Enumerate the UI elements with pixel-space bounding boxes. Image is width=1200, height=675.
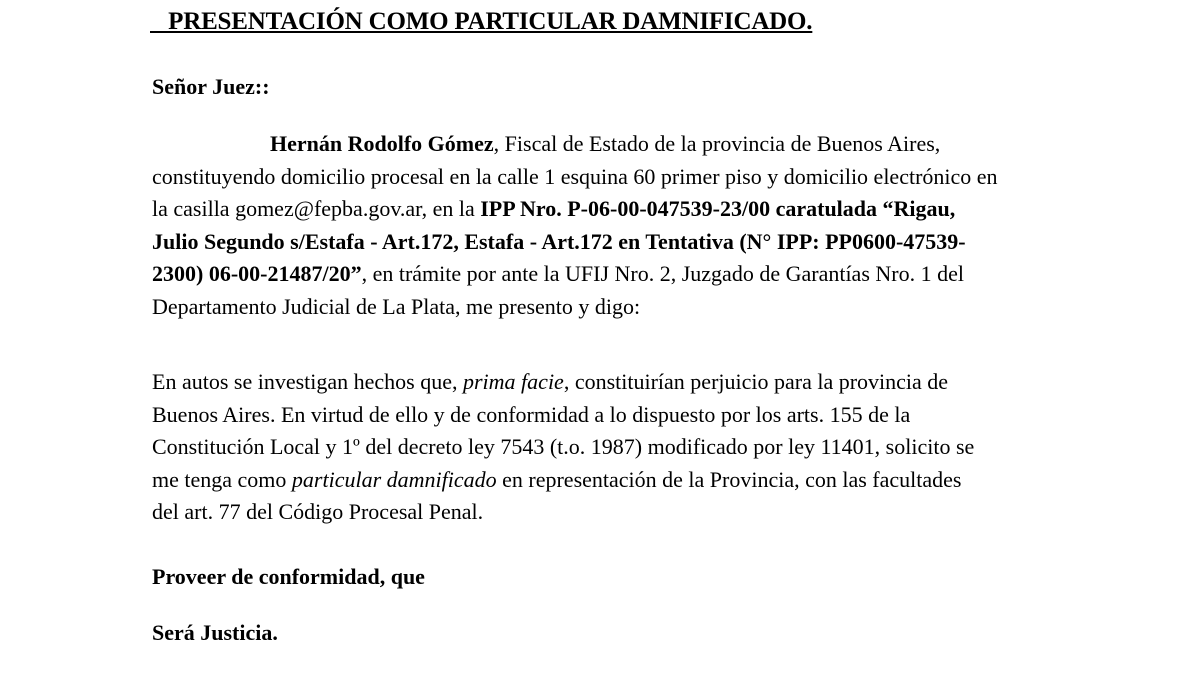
- legal-term: particular damnificado: [291, 466, 497, 492]
- case-reference: Julio Segundo s/Estafa - Art.172, Estafa - Art.172 en Tentativa (N° IPP: PP0600-47539-: [152, 228, 966, 254]
- case-reference: 2300) 06-00-21487/20”: [152, 261, 362, 286]
- document-title: PRESENTACIÓN COMO PARTICULAR DAMNIFICADO.: [150, 8, 813, 35]
- paragraph-line: 2300) 06-00-21487/20”, en trámite por ante la UFIJ Nro. 2, Juzgado de Garantías Nro. 1 del: [152, 261, 964, 286]
- paragraph-line: Departamento Judicial de La Plata, me presento y digo:: [152, 293, 641, 319]
- paragraph-line: del art. 77 del Código Procesal Penal.: [152, 499, 484, 524]
- paragraph-line: me tenga como particular damnificado en representación de la Provincia, con las facultades: [152, 466, 962, 492]
- paragraph-line: la casilla gomez@fepba.gov.ar, en la IPP Nro. P-06-00-047539-23/00 caratulada “Rigau,: [152, 196, 956, 221]
- paragraph-line: Buenos Aires. En virtud de ello y de conformidad a lo dispuesto por los arts. 155 de la: [152, 401, 911, 427]
- closing-request: Proveer de conformidad, que: [152, 564, 425, 589]
- closing-formula: Será Justicia.: [152, 620, 278, 645]
- paragraph-line: En autos se investigan hechos que, prima facie, constituirían perjuicio para la provincia de: [152, 369, 949, 394]
- latin-term: prima facie: [463, 369, 564, 394]
- signatory-name: Hernán Rodolfo Gómez: [270, 131, 494, 156]
- paragraph-line: constituyendo domicilio procesal en la calle 1 esquina 60 primer piso y domicilio electrónico en: [152, 163, 998, 189]
- paragraph-line: Constitución Local y 1º del decreto ley 7543 (t.o. 1987) modificado por ley 11401, solicito se: [152, 434, 975, 459]
- salutation: Señor Juez::: [152, 74, 270, 99]
- paragraph-line: Hernán Rodolfo Gómez, Fiscal de Estado de la provincia de Buenos Aires,: [270, 131, 941, 156]
- paragraph-line: [152, 226, 1182, 259]
- case-reference: IPP Nro. P-06-00-047539-23/00 caratulada “Rigau,: [480, 196, 956, 221]
- paragraph-presentation: [152, 128, 1182, 323]
- paragraph-request: [152, 366, 1182, 529]
